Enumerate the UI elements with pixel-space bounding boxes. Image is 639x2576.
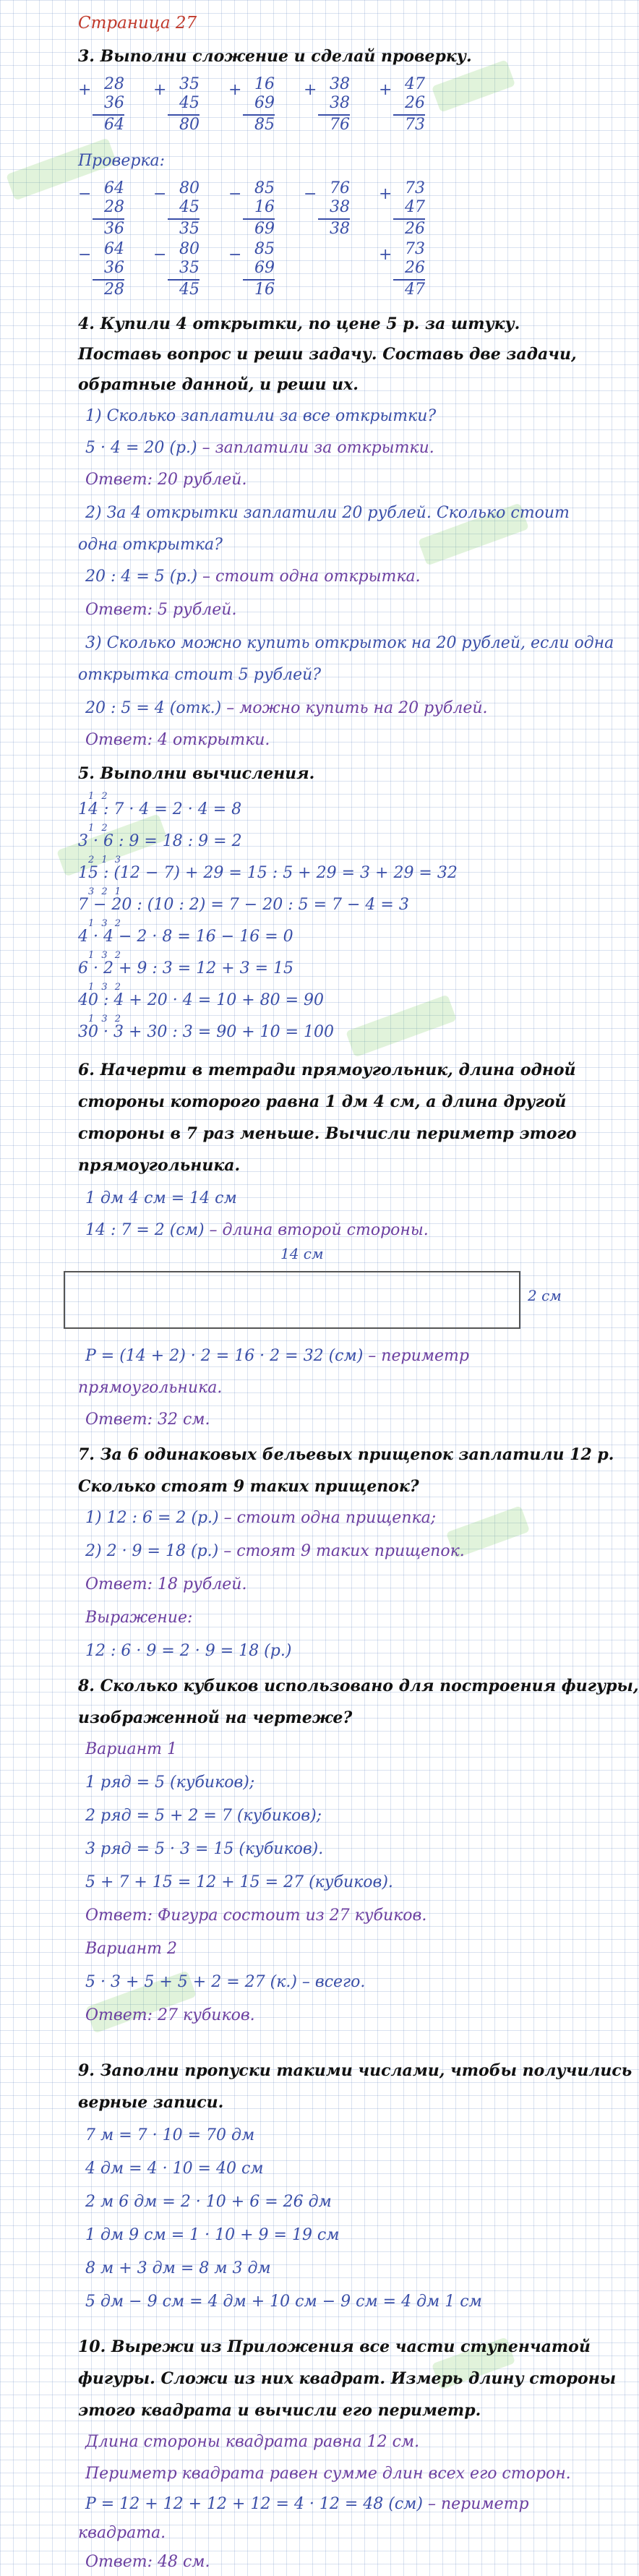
rect-dim-right: 2 см [528, 1287, 562, 1304]
conversion-line: 4 дм = 4 · 10 = 40 см [85, 2160, 264, 2178]
operand: 69 [254, 259, 275, 277]
conversion-line: 7 м = 7 · 10 = 70 дм [85, 2126, 255, 2144]
operand: 69 [254, 94, 275, 112]
result-line: 80 [168, 114, 200, 134]
operand: 16 [254, 198, 275, 216]
task-8-variant-2: Вариант 2 [85, 1940, 177, 1958]
operation-sign: − [153, 185, 167, 203]
result-line: 16 [243, 279, 275, 299]
task-8-expr: 5 · 3 + 5 + 5 + 2 = 27 (к.) – всего. [85, 1973, 366, 1991]
task-4-title-2: Поставь вопрос и реши задачу. Составь две задачи, [78, 345, 577, 364]
task-10-title-3: этого квадрата и вычисли его периметр. [78, 2401, 481, 2420]
conversion-line: 2 м 6 дм = 2 · 10 + 6 = 26 дм [85, 2193, 332, 2211]
calc-line: 6 · 2 + 9 : 3 = 12 + 3 = 15 [78, 959, 294, 977]
task-7-expr-label: Выражение: [85, 1609, 193, 1627]
calc-line: 30 · 3 + 30 : 3 = 90 + 10 = 100 [78, 1023, 335, 1041]
order-marks: 1 3 2 [88, 950, 124, 961]
check-label: Проверка: [78, 152, 166, 170]
task-6-answer: Ответ: 32 см. [85, 1411, 210, 1429]
task-6-title-3: стороны в 7 раз меньше. Вычисли периметр этого [78, 1124, 577, 1143]
task-4-s3: 20 : 5 = 4 (отк.) – можно купить на 20 рублей. [85, 699, 488, 717]
task-10-answer: Ответ: 48 см. [85, 2553, 210, 2571]
operand: 64 [104, 240, 124, 258]
column-calc [304, 179, 350, 239]
operand: 73 [405, 179, 425, 197]
operation-sign: − [228, 185, 242, 203]
task-4-title-3: обратные данной, и реши их. [78, 375, 359, 394]
task-6-l1: 1 дм 4 см = 14 см [85, 1189, 237, 1207]
task-9-title: 9. Заполни пропуски такими числами, чтобы получились [78, 2061, 632, 2080]
operand: 45 [179, 198, 200, 216]
column-calc [379, 179, 425, 239]
operand: 16 [254, 75, 275, 93]
task-7-expr: 12 : 6 · 9 = 2 · 9 = 18 (р.) [85, 1642, 292, 1660]
operand: 85 [254, 179, 275, 197]
result-line: 69 [243, 218, 275, 239]
operand: 36 [104, 94, 124, 112]
calc-line: 4 · 4 − 2 · 8 = 16 − 16 = 0 [78, 928, 293, 946]
task-5-title: 5. Выполни вычисления. [78, 764, 315, 783]
task-8-sum: 5 + 7 + 15 = 12 + 15 = 27 (кубиков). [85, 1873, 393, 1891]
task-8-r1: 1 ряд = 5 (кубиков); [85, 1773, 255, 1792]
column-calc [78, 240, 124, 299]
result-line: 47 [393, 279, 425, 299]
column-calc [379, 75, 425, 134]
conversion-line: 1 дм 9 см = 1 · 10 + 9 = 19 см [85, 2226, 340, 2244]
result-line: 35 [168, 218, 200, 239]
operation-sign: + [304, 81, 317, 99]
task-6-l2: 14 : 7 = 2 (см) – длина второй стороны. [85, 1221, 429, 1239]
rectangle-drawing [64, 1271, 520, 1329]
task-6-title: 6. Начерти в тетради прямоугольник, длина одной [78, 1061, 576, 1079]
operand: 73 [405, 240, 425, 258]
task-4-q3b: открытка стоит 5 рублей? [78, 666, 322, 684]
calc-line: 14 : 7 · 4 = 2 · 4 = 8 [78, 800, 242, 818]
operation-sign: + [153, 81, 167, 99]
conversion-line: 8 м + 3 дм = 8 м 3 дм [85, 2259, 271, 2277]
task-6-perimeter-2: прямоугольника. [78, 1379, 223, 1397]
order-marks: 1 2 [88, 823, 110, 834]
column-calc [153, 75, 200, 134]
operand: 38 [330, 94, 350, 112]
column-calc [153, 240, 200, 299]
column-calc [78, 75, 124, 134]
operation-sign: + [379, 185, 393, 203]
result-line: 73 [393, 114, 425, 134]
operation-sign: − [304, 185, 317, 203]
operation-sign: + [379, 246, 393, 264]
task-8-title-2: изображенной на чертеже? [78, 1708, 353, 1727]
order-marks: 1 3 2 [88, 1014, 124, 1024]
operand: 47 [405, 75, 425, 93]
task-8-title: 8. Сколько кубиков использовано для построения фигуры, [78, 1677, 639, 1695]
operand: 47 [405, 198, 425, 216]
operand: 64 [104, 179, 124, 197]
column-calc [153, 179, 200, 239]
task-4-a1: Ответ: 20 рублей. [85, 471, 247, 489]
calc-line: 7 − 20 : (10 : 2) = 7 − 20 : 5 = 7 − 4 = 3 [78, 896, 409, 914]
task-8-r3: 3 ряд = 5 · 3 = 15 (кубиков). [85, 1840, 324, 1858]
operation-sign: + [379, 81, 393, 99]
operation-sign: − [78, 185, 92, 203]
calc-line: 3 · 6 : 9 = 18 : 9 = 2 [78, 832, 242, 850]
calc-line: 15 : (12 − 7) + 29 = 15 : 5 + 29 = 3 + 29 = 32 [78, 864, 458, 882]
column-calc [304, 75, 350, 134]
task-4-q2a: 2) За 4 открытки заплатили 20 рублей. Сколько стоит [85, 504, 570, 522]
operation-sign: − [228, 246, 242, 264]
task-7-title-2: Сколько стоят 9 таких прищепок? [78, 1477, 419, 1496]
operand: 38 [330, 75, 350, 93]
calc-line: 40 : 4 + 20 · 4 = 10 + 80 = 90 [78, 991, 325, 1009]
page-title: Страница 27 [78, 14, 197, 33]
operand: 80 [179, 179, 200, 197]
task-8-answer-2: Ответ: 27 кубиков. [85, 2006, 255, 2024]
result-line: 26 [393, 218, 425, 239]
task-4-q2b: одна открытка? [78, 536, 223, 554]
operand: 85 [254, 240, 275, 258]
task-3-title: 3. Выполни сложение и сделай проверку. [78, 47, 472, 66]
task-8-r2: 2 ряд = 5 + 2 = 7 (кубиков); [85, 1807, 322, 1825]
result-line: 28 [93, 279, 124, 299]
result-line: 76 [318, 114, 350, 134]
result-line: 85 [243, 114, 275, 134]
operand: 45 [179, 94, 200, 112]
order-marks: 1 3 2 [88, 918, 124, 929]
operand: 26 [405, 94, 425, 112]
task-7-s1: 1) 12 : 6 = 2 (р.) – стоит одна прищепка; [85, 1509, 437, 1527]
task-10-title: 10. Вырежи из Приложения все части ступенчатой [78, 2337, 591, 2356]
column-calc [379, 240, 425, 299]
operand: 35 [179, 259, 200, 277]
task-10-title-2: фигуры. Сложи из них квадрат. Измерь длину стороны [78, 2369, 617, 2388]
operand: 35 [179, 75, 200, 93]
result-line: 36 [93, 218, 124, 239]
task-8-answer-1: Ответ: Фигура состоит из 27 кубиков. [85, 1907, 427, 1925]
task-10-l2: Периметр квадрата равен сумме длин всех его сторон. [85, 2465, 571, 2483]
task-6-title-2: стороны которого равна 1 дм 4 см, а длина другой [78, 1092, 567, 1111]
task-4-title: 4. Купили 4 открытки, по цене 5 р. за штуку. [78, 314, 520, 333]
rect-dim-top: 14 см [280, 1245, 324, 1262]
conversion-line: 5 дм − 9 см = 4 дм + 10 см − 9 см = 4 дм 1 см [85, 2293, 482, 2311]
column-calc [228, 179, 275, 239]
task-4-a3: Ответ: 4 открытки. [85, 731, 270, 749]
task-7-s2: 2) 2 · 9 = 18 (р.) – стоят 9 таких прищепок. [85, 1542, 465, 1560]
task-9-title-2: верные записи. [78, 2093, 224, 2112]
task-10-perimeter: P = 12 + 12 + 12 + 12 = 4 · 12 = 48 (см) – периметр [85, 2495, 529, 2513]
operand: 80 [179, 240, 200, 258]
task-4-s1: 5 · 4 = 20 (р.) – заплатили за открытки. [85, 439, 434, 457]
operation-sign: − [153, 246, 167, 264]
task-6-perimeter: P = (14 + 2) · 2 = 16 · 2 = 32 (см) – периметр [85, 1347, 469, 1365]
operation-sign: + [228, 81, 242, 99]
task-10-perimeter-2: квадрата. [78, 2524, 166, 2542]
operation-sign: + [78, 81, 92, 99]
operand: 28 [104, 198, 124, 216]
task-4-s2: 20 : 4 = 5 (р.) – стоит одна открытка. [85, 568, 421, 586]
result-line: 64 [93, 114, 124, 134]
result-line: 38 [318, 218, 350, 239]
operand: 76 [330, 179, 350, 197]
operation-sign: − [78, 246, 92, 264]
column-calc [78, 179, 124, 239]
task-10-l1: Длина стороны квадрата равна 12 см. [85, 2433, 420, 2451]
operand: 36 [104, 259, 124, 277]
order-marks: 1 3 2 [88, 982, 124, 993]
column-calc [228, 75, 275, 134]
task-7-answer: Ответ: 18 рублей. [85, 1575, 247, 1593]
task-8-variant-1: Вариант 1 [85, 1740, 177, 1758]
order-marks: 1 2 [88, 791, 110, 802]
task-7-title: 7. За 6 одинаковых бельевых прищепок заплатили 12 р. [78, 1445, 614, 1464]
task-4-q3a: 3) Сколько можно купить открыток на 20 рублей, если одна [85, 634, 614, 652]
order-marks: 2 1 3 [88, 855, 124, 865]
order-marks: 3 2 1 [88, 886, 124, 897]
task-4-q1: 1) Сколько заплатили за все открытки? [85, 407, 437, 425]
operand: 26 [405, 259, 425, 277]
operand: 28 [104, 75, 124, 93]
result-line: 45 [168, 279, 200, 299]
task-4-a2: Ответ: 5 рублей. [85, 601, 237, 619]
column-calc [228, 240, 275, 299]
task-6-title-4: прямоугольника. [78, 1156, 241, 1175]
operand: 38 [330, 198, 350, 216]
watermark-stamp [346, 994, 457, 1057]
